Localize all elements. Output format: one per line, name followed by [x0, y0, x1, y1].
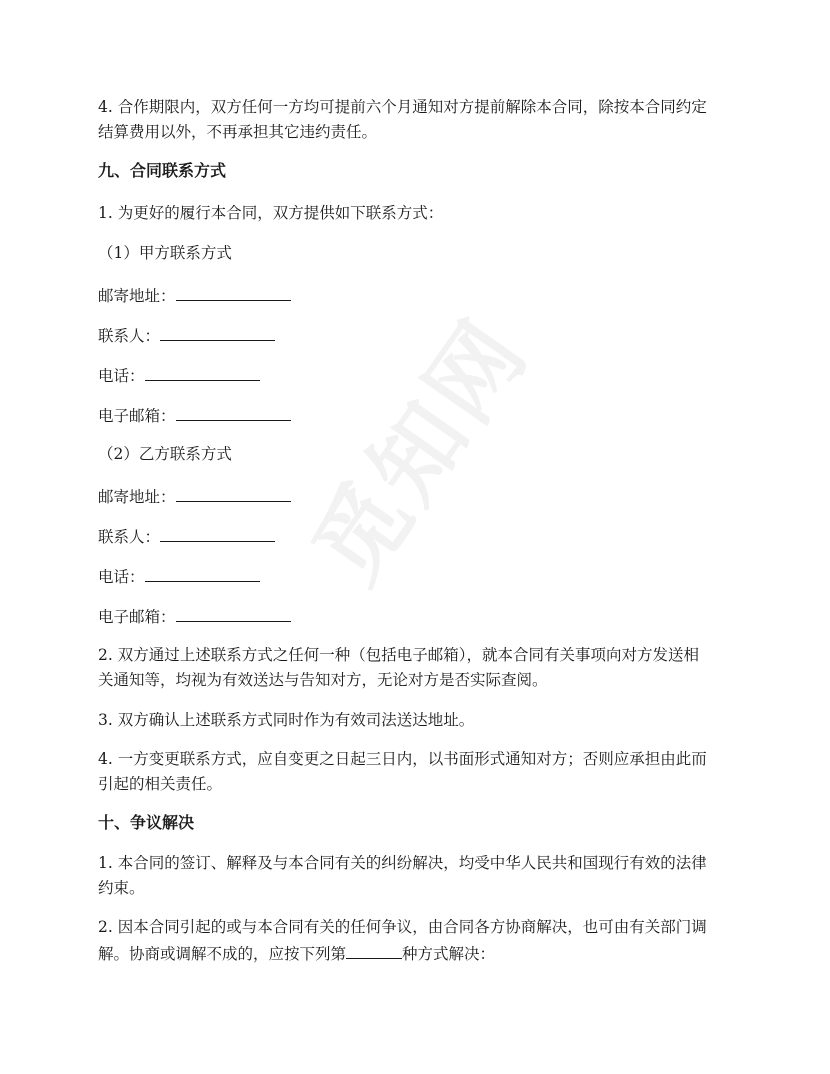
- party-b-contact-blank[interactable]: [160, 525, 275, 542]
- party-b-email-blank[interactable]: [176, 605, 291, 622]
- clause-9-2-line-2: 关通知等，均视为有效送达与告知对方，无论对方是否实际查阅。: [98, 671, 548, 689]
- watermark: 觅知网: [292, 299, 550, 602]
- clause-9-4-line-2: 引起的相关责任。: [98, 775, 223, 793]
- party-a-address-blank[interactable]: [176, 284, 291, 301]
- party-b-email-row: [98, 605, 291, 627]
- party-b-address-row: [98, 485, 291, 507]
- clause-9-3: 3. 双方确认上述联系方式同时作为有效司法送达地址。: [98, 711, 475, 729]
- clause-9-2-line-1: 2. 双方通过上述联系方式之任何一种（包括电子邮箱），就本合同有关事项向对方发送相: [98, 646, 699, 664]
- clause-9-1: 1. 为更好的履行本合同，双方提供如下联系方式：: [98, 204, 444, 222]
- party-a-contact-label: 联系人：: [98, 327, 161, 345]
- party-b-phone-label: 电话：: [98, 568, 145, 586]
- party-b-contact-label: 联系人：: [98, 528, 161, 546]
- party-b-address-blank[interactable]: [176, 485, 291, 502]
- party-b-heading: （2）乙方联系方式: [98, 445, 232, 463]
- clause-10-2-line-1: 2. 因本合同引起的或与本合同有关的任何争议，由合同各方协商解决，也可由有关部门调: [98, 918, 707, 936]
- party-a-phone-blank[interactable]: [145, 364, 260, 381]
- party-a-contact-row: [98, 324, 275, 346]
- party-a-address-row: [98, 284, 291, 306]
- dispute-method-blank[interactable]: [346, 942, 402, 959]
- party-b-contact-row: [98, 525, 275, 547]
- clause-10-1-line-2: 约束。: [98, 879, 145, 897]
- clause-10-2-line-2: [98, 942, 495, 964]
- party-a-phone-label: 电话：: [98, 367, 145, 385]
- party-b-address-label: 邮寄地址：: [98, 488, 176, 506]
- clause-8-4-line-1: 4. 合作期限内，双方任何一方均可提前六个月通知对方提前解除本合同，除按本合同约定: [98, 98, 707, 116]
- party-a-email-blank[interactable]: [176, 404, 291, 421]
- party-a-heading: （1）甲方联系方式: [98, 244, 232, 262]
- clause-8-4-line-2: 结算费用以外，不再承担其它违约责任。: [98, 123, 378, 141]
- party-a-email-row: [98, 404, 291, 426]
- clause-10-2-line-2-pre: 解。协商或调解不成的，应按下列第: [98, 945, 347, 963]
- clause-9-4-line-1: 4. 一方变更联系方式，应自变更之日起三日内，以书面形式通知对方；否则应承担由此而: [98, 750, 707, 768]
- party-a-contact-blank[interactable]: [160, 324, 275, 341]
- party-a-email-label: 电子邮箱：: [98, 407, 176, 425]
- clause-10-1-line-1: 1. 本合同的签订、解释及与本合同有关的纠纷解决，均受中华人民共和国现行有效的法律: [98, 854, 707, 872]
- party-b-email-label: 电子邮箱：: [98, 608, 176, 626]
- party-b-phone-row: [98, 565, 260, 587]
- section-9-title: 九、合同联系方式: [98, 161, 227, 180]
- clause-10-2-line-2-post: 种方式解决：: [402, 945, 496, 963]
- party-b-phone-blank[interactable]: [145, 565, 260, 582]
- party-a-phone-row: [98, 364, 260, 386]
- party-a-address-label: 邮寄地址：: [98, 287, 176, 305]
- section-10-title: 十、争议解决: [98, 813, 195, 832]
